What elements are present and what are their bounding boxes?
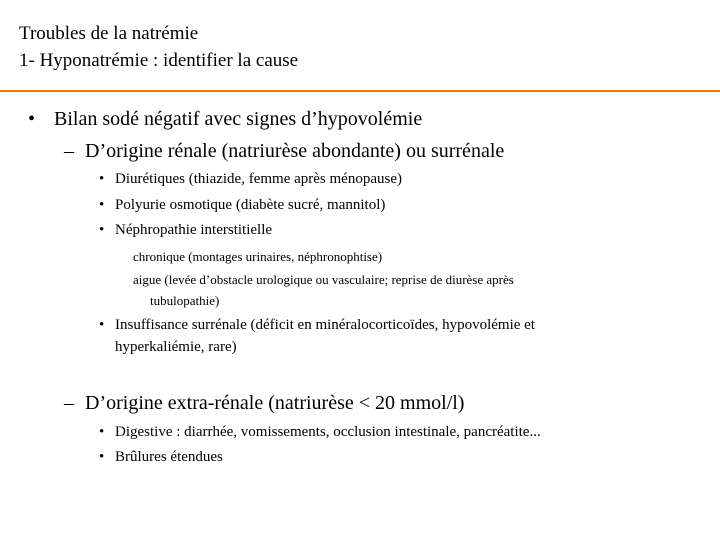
dash-renal: – xyxy=(64,140,74,162)
item-insuffisance-surrenale: Insuffisance surrénale (déficit en minéralocorticoïdes, hypovolémie et xyxy=(115,317,535,333)
item-insuffisance-surrenale-continued: hyperkaliémie, rare) xyxy=(115,339,237,355)
bullet-level1: • xyxy=(28,108,36,130)
slide-title xyxy=(19,20,298,74)
bullet-level3: • xyxy=(99,197,105,213)
bullet-bilan-sode: Bilan sodé négatif avec signes d’hypovolémie xyxy=(54,108,423,130)
item-diuretiques: Diurétiques (thiazide, femme après ménopause) xyxy=(115,171,402,187)
bullet-level3: • xyxy=(99,449,105,465)
item-brulures: Brûlures étendues xyxy=(115,449,223,465)
title-line-1: Troubles de la natrémie xyxy=(19,23,199,44)
dash-extra-renal: – xyxy=(64,392,74,414)
bullet-level3: • xyxy=(99,317,105,333)
item-nephropathie: Néphropathie interstitielle xyxy=(115,222,273,238)
title-divider xyxy=(0,90,720,92)
item-digestive: Digestive : diarrhée, vomissements, occlusion intestinale, pancréatite... xyxy=(115,424,541,440)
item-origine-renale: D’origine rénale (natriurèse abondante) ou surrénale xyxy=(85,140,505,162)
bullet-level3: • xyxy=(99,222,105,238)
item-polyurie: Polyurie osmotique (diabète sucré, mannitol) xyxy=(115,197,386,213)
item-origine-extra-renale: D’origine extra-rénale (natriurèse < 20 mmol/l) xyxy=(85,392,465,414)
sub-aigue: aigue (levée d’obstacle urologique ou vasculaire; reprise de diurèse après xyxy=(133,272,514,287)
sub-aigue-continued: tubulopathie) xyxy=(150,293,220,308)
title-line-2: 1- Hyponatrémie : identifier la cause xyxy=(19,50,299,71)
sub-chronique: chronique (montages urinaires, néphronophtise) xyxy=(133,249,383,264)
bullet-level3: • xyxy=(99,424,105,440)
bullet-level3: • xyxy=(99,171,105,187)
